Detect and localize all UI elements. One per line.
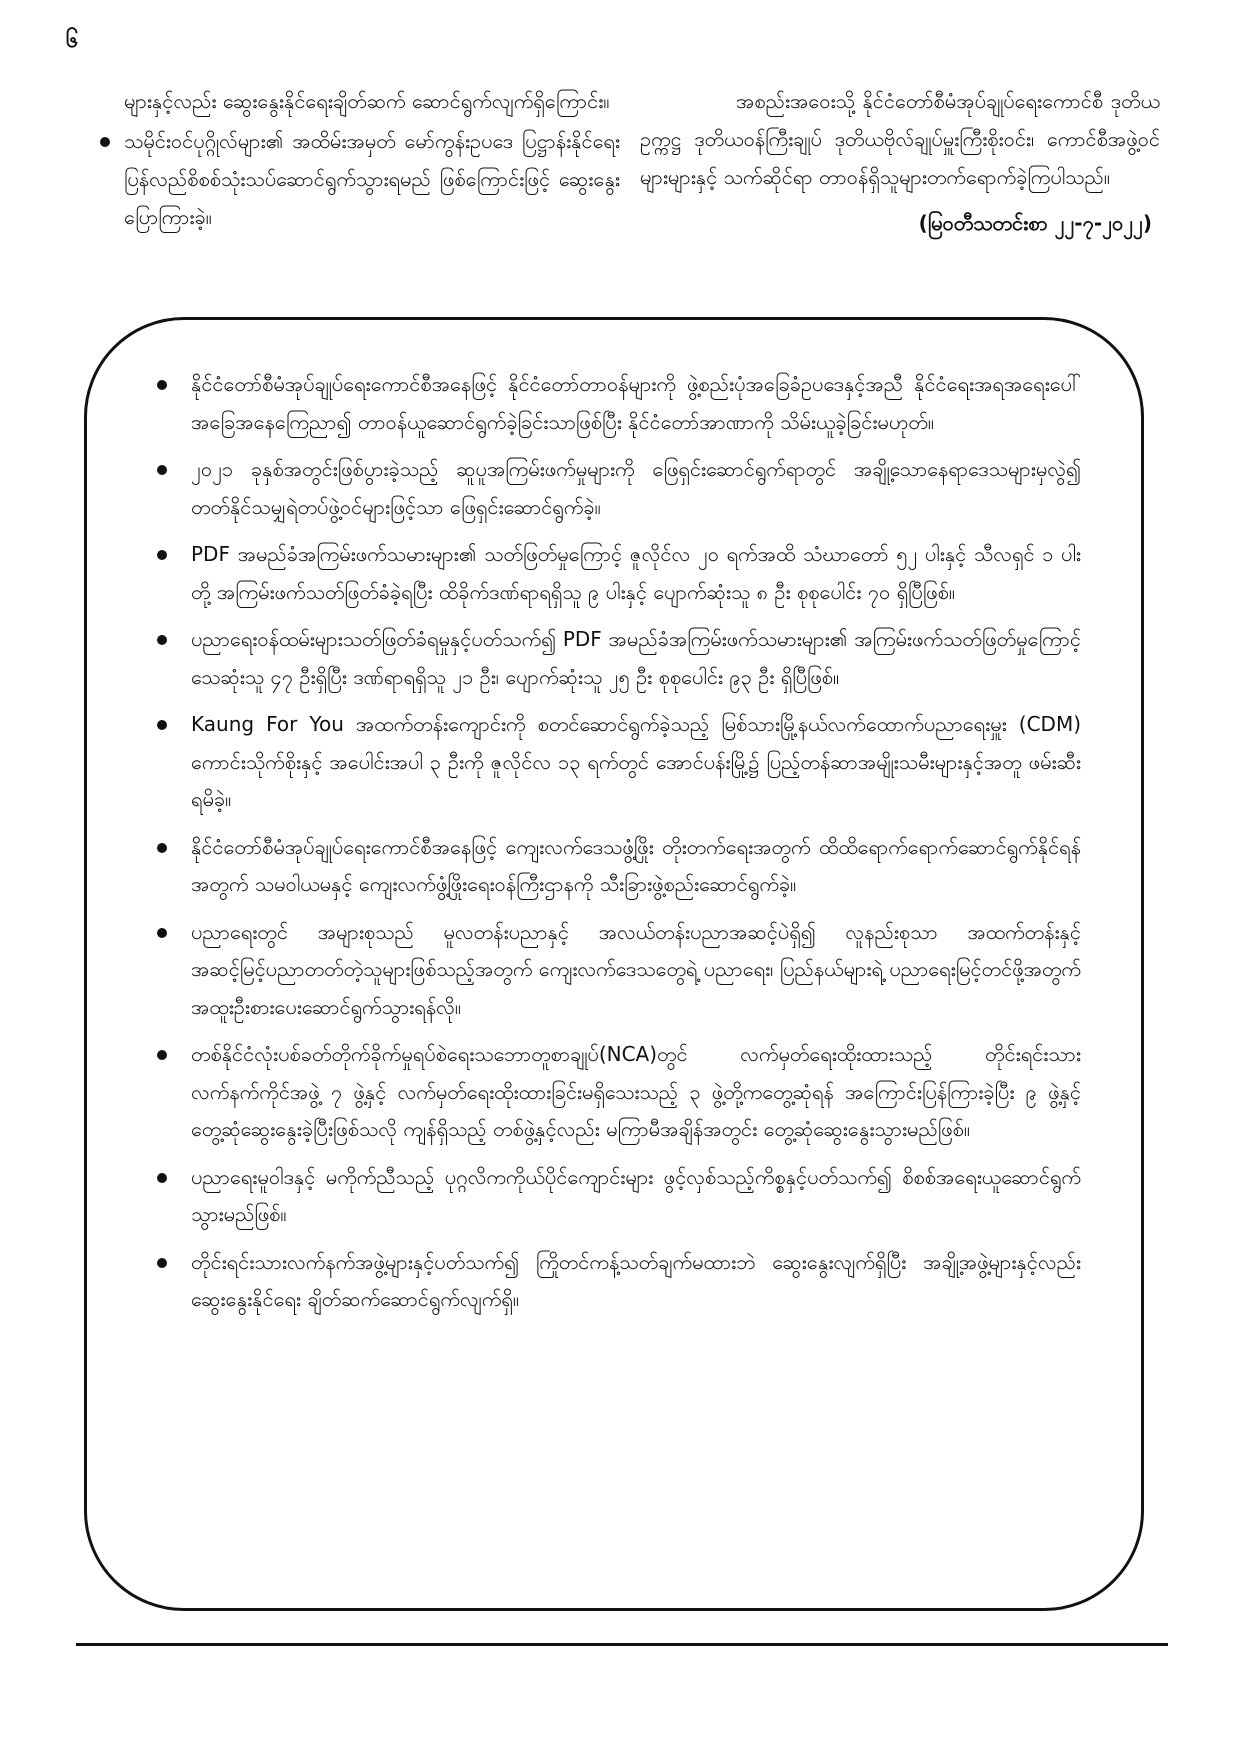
continuation-text: များနှင့်လည်း ဆွေးနွေးနိုင်ရေးချိတ်ဆက် ဆောင်ရွက်လျက်ရှိကြောင်း။	[124, 89, 610, 113]
news-item-text: နိုင်ငံတော်စီမံအုပ်ချုပ်ရေးကောင်စီအနေဖြင့် ကျေးလက်ဒေသဖွံ့ဖြိုး တိုးတက်ရေးအတွက် ထိထိရောက်ရောက်ဆောင်ရွက်နိုင်ရန်အတွက် သမဝါယမနှင့် ကျေးလက်ဖွံ့ဖြိုးရေးဝန်ကြီးဌာနကို သီးခြားဖွဲ့စည်းဆောင်ရွက်ခဲ့။	[191, 834, 1081, 896]
top-left-column	[100, 82, 620, 236]
news-item	[147, 451, 1081, 526]
news-item	[147, 829, 1081, 904]
bottom-divider	[76, 1643, 1168, 1646]
news-item-text: ပညာရေးတွင် အများစုသည် မူလတန်းပညာနှင့် အလယ်တန်းပညာအဆင့်ပဲရှိ၍ လူနည်းစုသာ အထက်တန်းနှင့် အဆင့်မြင့်ပညာတတ်တဲ့သူများဖြစ်သည့်အတွက် ကျေးလက်ဒေသတွေရဲ့ ပညာရေး၊ ပြည်နယ်များရဲ့ ပညာရေးမြင့်တင်ဖို့အတွက် အထူးဦးစားပေးဆောင်ရွက်သွားရန်လို။	[191, 919, 1081, 1019]
bullet-icon	[157, 1258, 167, 1268]
bullet-icon	[157, 635, 167, 645]
news-item-text: တိုင်းရင်းသားလက်နက်အဖွဲ့များနှင့်ပတ်သက်၍ ကြိုတင်ကန့်သတ်ချက်မထားဘဲ ဆွေးနွေးလျက်ရှိပြီး အချို့အဖွဲ့များနှင့်လည်း ဆွေးနွေးနိုင်ရေး ချိတ်ဆက်ဆောင်ရွက်လျက်ရှိ။	[191, 1249, 1081, 1311]
news-item	[147, 1244, 1081, 1319]
top-right-column	[640, 82, 1160, 242]
news-item-text: ၂၀၂၁ ခုနှစ်အတွင်းဖြစ်ပွားခဲ့သည့် ဆူပူအကြမ်းဖက်မှုများကို ဖြေရှင်းဆောင်ရွက်ရာတွင် အချို့သောနေရာဒေသများမှလွဲ၍ တတ်နိုင်သမျှရဲတပ်ဖွဲ့ဝင်များဖြင့်သာ ဖြေရှင်းဆောင်ရွက်ခဲ့။	[191, 457, 1081, 519]
bullet-icon	[157, 550, 167, 560]
news-item-text: ပညာရေးဝန်ထမ်းများသတ်ဖြတ်ခံရမှုနှင့်ပတ်သက်၍ PDF အမည်ခံအကြမ်းဖက်သမားများ၏ အကြမ်းဖက်သတ်ဖြတ်မှုကြောင့် သေဆုံးသူ ၄၇ ဦးရှိပြီး ဒဏ်ရာရရှိသူ ၂၁ ဦး၊ ပျောက်ဆုံးသူ ၂၅ ဦး စုစုပေါင်း ၉၃ ဦး ရှိပြီဖြစ်။	[191, 627, 1081, 689]
news-item	[147, 1036, 1081, 1149]
news-item	[147, 1159, 1081, 1234]
news-summary-box	[84, 317, 1144, 1611]
bullet-icon	[157, 843, 167, 853]
news-item	[147, 536, 1081, 611]
news-item	[147, 914, 1081, 1027]
news-item-text: တစ်နိုင်ငံလုံးပစ်ခတ်တိုက်ခိုက်မှုရပ်စဲရေးသဘောတူစာချုပ်(NCA)တွင် လက်မှတ်ရေးထိုးထားသည့် တိုင်းရင်းသားလက်နက်ကိုင်အဖွဲ့ ၇ ဖွဲ့နှင့် လက်မှတ်ရေးထိုးထားခြင်းမရှိသေးသည့် ၃ ဖွဲ့တို့ကတွေ့ဆုံရန် အကြောင်းပြန်ကြားခဲ့ပြီး ၉ ဖွဲ့နှင့် တွေ့ဆုံဆွေးနွေးခဲ့ပြီးဖြစ်သလို ကျန်ရှိသည့် တစ်ဖွဲ့နှင့်လည်း မကြာမီအချိန်အတွင်း တွေ့ဆုံဆွေးနွေးသွားမည်ဖြစ်။	[191, 1042, 1081, 1141]
news-item-text: PDF အမည်ခံအကြမ်းဖက်သမားများ၏ သတ်ဖြတ်မှုကြောင့် ဇူလိုင်လ ၂၀ ရက်အထိ သံဃာတော် ၅၂ ပါးနှင့် သီလရှင် ၁ ပါးတို့ အကြမ်းဖက်သတ်ဖြတ်ခံခဲ့ရပြီး ထိခိုက်ဒဏ်ရာရရှိသူ ၉ ပါးနှင့် ပျောက်ဆုံးသူ ၈ ဦး စုစုပေါင်း ၇၀ ရှိပြီဖြစ်။	[191, 542, 1081, 604]
bullet-icon	[157, 928, 167, 938]
news-item	[147, 706, 1081, 819]
attendance-paragraph: အစည်းအဝေးသို့ နိုင်ငံတော်စီမံအုပ်ချုပ်ရေးကောင်စီ ဒုတိယဥက္ကဋ္ဌ ဒုတိယဝန်ကြီးချုပ် ဒုတိယဗိုလ်ချုပ်မှူးကြီးစိုးဝင်း၊ ကောင်စီအဖွဲ့ဝင်များများနှင့် သက်ဆိုင်ရာ တာဝန်ရှိသူများတက်ရောက်ခဲ့ကြပါသည်။	[640, 89, 1160, 189]
news-item	[147, 366, 1081, 441]
news-item-text: ပညာရေးမူဝါဒနှင့် မကိုက်ညီသည့် ပုဂ္ဂလိကကိုယ်ပိုင်ကျောင်းများ ဖွင့်လှစ်သည့်ကိစ္စနှင့်ပတ်သက်၍ စိစစ်အရေးယူဆောင်ရွက်သွားမည်ဖြစ်။	[191, 1164, 1081, 1226]
bullet-icon	[157, 720, 167, 730]
news-item-text: Kaung For You အထက်တန်းကျောင်းကို စတင်ဆောင်ရွက်ခဲ့သည့် မြစ်သားမြို့နယ်လက်ထောက်ပညာရေးမှူး (CDM) ကောင်းသိုက်စိုးနှင့် အပေါင်းအပါ ၃ ဦးကို ဇူလိုင်လ ၁၃ ရက်တွင် အောင်ပန်းမြို့၌ ပြည့်တန်ဆာအမျိုးသမီးများနှင့်အတူ ဖမ်းဆီးရမိခဲ့။	[191, 712, 1081, 811]
bullet-icon	[157, 1173, 167, 1183]
bullet-icon	[157, 465, 167, 475]
bullet-paragraph: သမိုင်းဝင်ပုဂ္ဂိုလ်များ၏ အထိမ်းအမှတ် မော်ကွန်းဥပဒေ ပြဋ္ဌာန်းနိုင်ရေး ပြန်လည်စိစစ်သုံးသပ်ဆောင်ရွက်သွားရမည် ဖြစ်ကြောင်းဖြင့် ဆွေးနွေးပြောကြားခဲ့။	[100, 122, 620, 236]
page-number: ၆	[66, 28, 79, 53]
news-item	[147, 621, 1081, 696]
source-citation: (မြဝတီသတင်းစာ ၂၂-၇-၂၀၂၂)	[918, 211, 1152, 235]
bullet-icon	[157, 380, 167, 390]
news-list	[147, 366, 1081, 1329]
bullet-icon	[157, 1050, 167, 1060]
news-item-text: နိုင်ငံတော်စီမံအုပ်ချုပ်ရေးကောင်စီအနေဖြင့် နိုင်ငံတော်တာဝန်များကို ဖွဲ့စည်းပုံအခြေခံဥပဒေနှင့်အညီ နိုင်ငံရေးအရအရေးပေါ်အခြေအနေကြေညာ၍ တာဝန်ယူဆောင်ရွက်ခဲ့ခြင်းသာဖြစ်ပြီး နိုင်ငံတော်အာဏာကို သိမ်းယူခဲ့ခြင်းမဟုတ်။	[191, 372, 1081, 434]
